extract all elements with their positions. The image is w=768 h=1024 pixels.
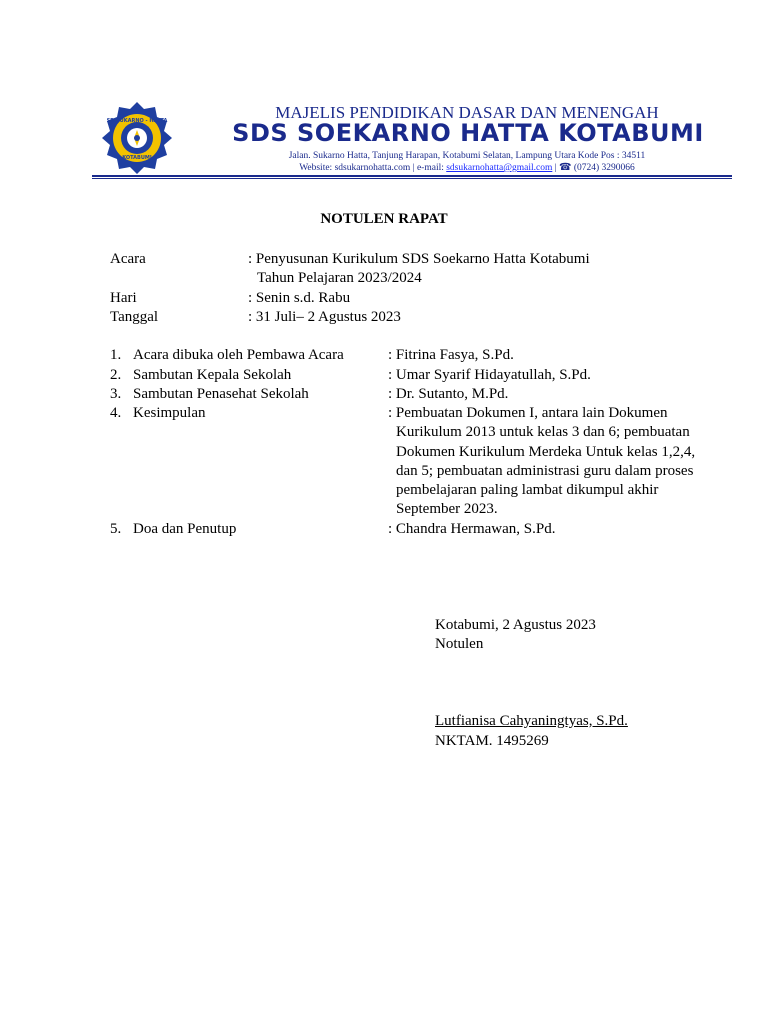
meta-value-hari: : Senin s.d. Rabu: [248, 290, 351, 306]
signature-name: Lutfianisa Cahyaningtyas, S.Pd.: [435, 713, 628, 729]
phone-number: (0724) 3290066: [573, 163, 635, 173]
conclusion-line: Dokumen Kurikulum Merdeka Untuk kelas 1,2,4,: [396, 444, 696, 460]
item-value: : Chandra Hermawan, S.Pd.: [388, 521, 556, 537]
school-name: SDS SOEKARNO HATTA KOTABUMI: [232, 119, 704, 147]
email-link[interactable]: sdsukarnohatta@gmail.com: [446, 163, 553, 173]
item-number: 2.: [110, 367, 122, 383]
conclusion-line: dan 5; pembuatan administrasi guru dalam proses: [396, 463, 694, 479]
meta-value-acara-cont: Tahun Pelajaran 2023/2024: [257, 270, 422, 286]
item-value: : Fitrina Fasya, S.Pd.: [388, 347, 514, 363]
item-label: Sambutan Penasehat Sekolah: [133, 386, 309, 402]
school-address: Jalan. Sukarno Hatta, Tanjung Harapan, Kotabumi Selatan, Lampung Utara Kode Pos : 34511: [288, 151, 646, 161]
organization-name: MAJELIS PENDIDIKAN DASAR DAN MENENGAH: [275, 103, 659, 122]
item-label: Kesimpulan: [133, 405, 206, 421]
meta-value-tanggal: : 31 Juli– 2 Agustus 2023: [248, 309, 401, 325]
header-rule: [92, 175, 732, 177]
phone-icon: ☎: [559, 162, 572, 173]
school-contact: [240, 162, 694, 173]
item-number: 3.: [110, 386, 122, 402]
item-number: 5.: [110, 521, 122, 537]
meta-label-acara: Acara: [110, 251, 146, 267]
signature-role: Notulen: [435, 636, 484, 652]
conclusion-line: Kurikulum 2013 untuk kelas 3 dan 6; pembuatan: [396, 424, 690, 440]
meta-value-acara: : Penyusunan Kurikulum SDS Soekarno Hatta Kotabumi: [248, 251, 590, 267]
separator: |: [412, 163, 415, 173]
signature-id: NKTAM. 1495269: [435, 733, 549, 749]
item-label: Doa dan Penutup: [133, 521, 237, 537]
logo-text-bottom: KOTABUMI: [122, 155, 152, 161]
item-value: : Umar Syarif Hidayatullah, S.Pd.: [388, 367, 591, 383]
header-rule-thin: [92, 178, 732, 179]
website-text: Website: sdsukarnohatta.com: [299, 163, 411, 173]
document-title: NOTULEN RAPAT: [320, 211, 448, 227]
item-number: 1.: [110, 347, 122, 363]
email-label: e-mail:: [416, 163, 444, 173]
item-label: Sambutan Kepala Sekolah: [133, 367, 292, 383]
conclusion-line: pembelajaran paling lambat dikumpul akhir: [396, 482, 659, 498]
logo-text-top: SD SUKARNO - HATTA: [106, 118, 168, 124]
conclusion-line: : Pembuatan Dokumen I, antara lain Dokumen: [388, 405, 668, 421]
item-label: Acara dibuka oleh Pembawa Acara: [133, 347, 344, 363]
meta-label-tanggal: Tanggal: [110, 309, 159, 325]
meta-label-hari: Hari: [110, 290, 137, 306]
school-logo: [94, 102, 180, 174]
item-number: 4.: [110, 405, 122, 421]
conclusion-line: September 2023.: [396, 501, 498, 517]
item-value: : Dr. Sutanto, M.Pd.: [388, 386, 509, 402]
separator: |: [554, 163, 557, 173]
signature-place-date: Kotabumi, 2 Agustus 2023: [435, 617, 596, 633]
